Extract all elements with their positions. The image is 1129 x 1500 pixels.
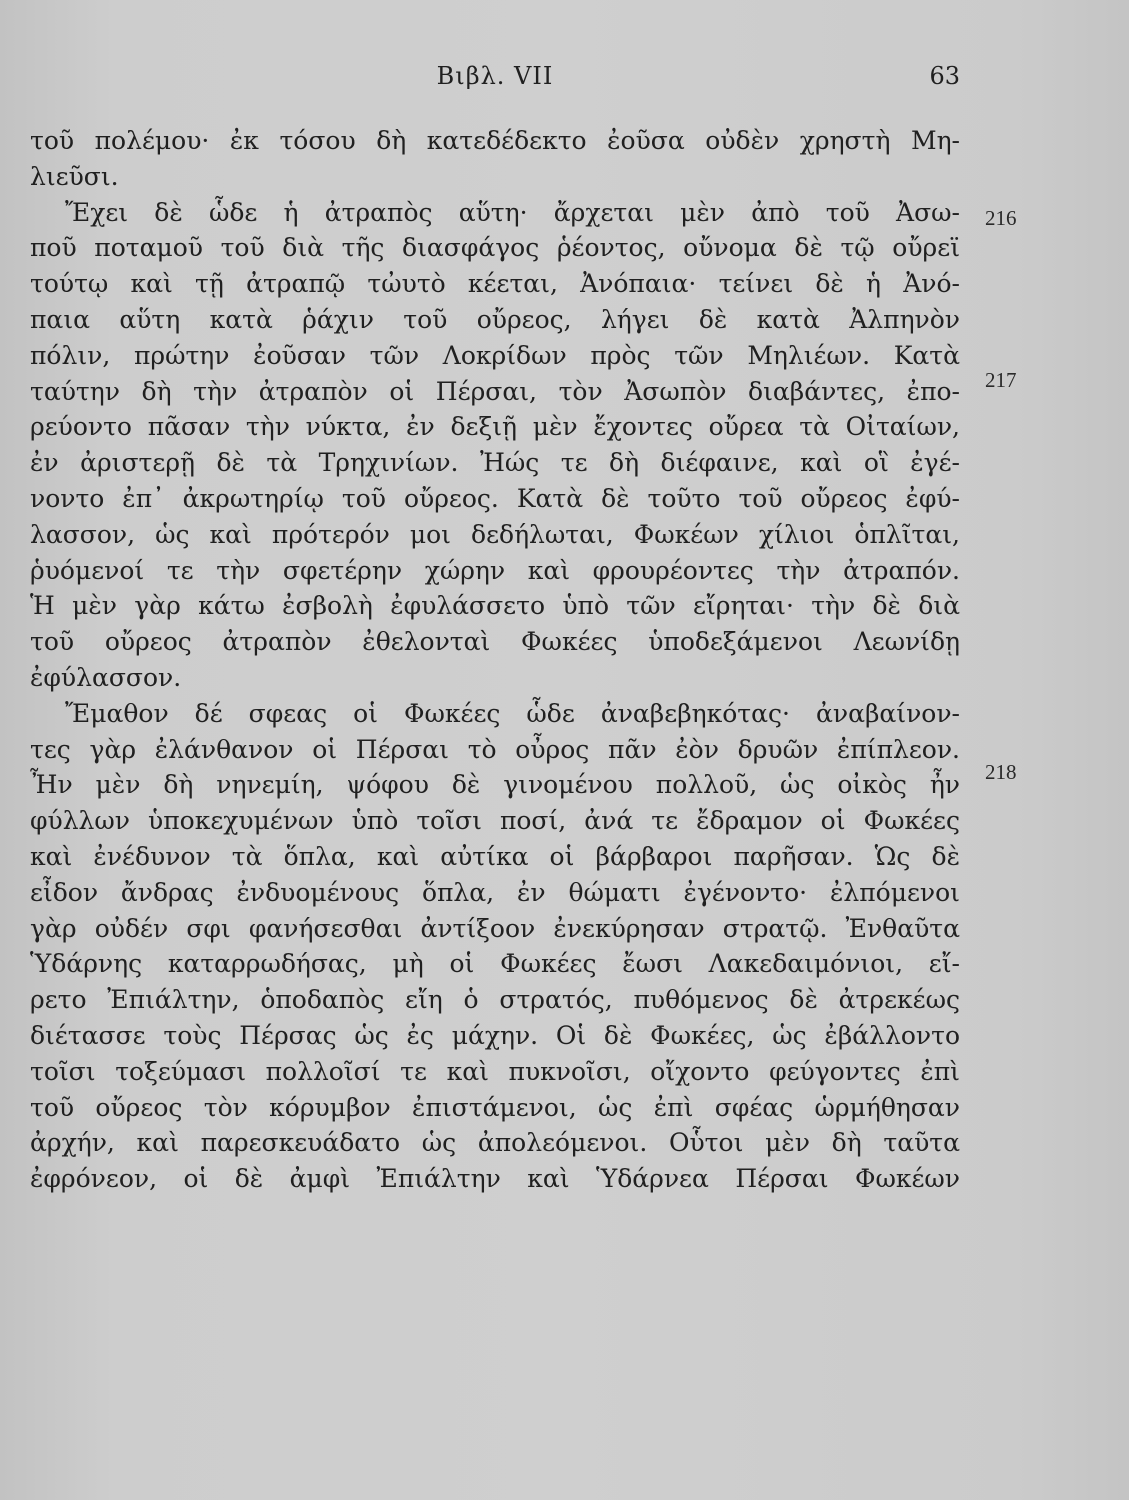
text-line: Ὑδάρνης καταρρωδήσας, μὴ οἱ Φωκέες ἔωσι Λακεδαιμόνιοι, εἴ- (30, 949, 960, 979)
text-line: ἐφύλασσον. (30, 662, 182, 692)
text-line: τες γὰρ ἐλάνθανον οἱ Πέρσαι τὸ οὖρος πᾶν ἐὸν δρυῶν ἐπίπλεον. (30, 734, 960, 764)
running-head: Βιβλ. VII (436, 62, 554, 90)
text-line: ποῦ ποταμοῦ τοῦ διὰ τῆς διασφάγος ῥέοντος, οὔνομα δὲ τῷ οὔρεϊ (30, 233, 960, 263)
text-line: ταύτην δὴ τὴν ἀτραπὸν οἱ Πέρσαι, τὸν Ἀσωπὸν διαβάντες, ἐπο- (30, 376, 960, 406)
text-line: Ἦν μὲν δὴ νηνεμίη, ψόφου δὲ γινομένου πολλοῦ, ὡς οἰκὸς ἦν (30, 770, 960, 800)
text-line: Ἔμαθον δέ σφεας οἱ Φωκέες ὧδε ἀναβεβηκότας· ἀναβαίνον- (65, 698, 960, 728)
text-line: πόλιν, πρώτην ἐοῦσαν τῶν Λοκρίδων πρὸς τῶν Μηλιέων. Κατὰ (30, 340, 960, 370)
text-line: Ἔχει δὲ ὧδε ἡ ἀτραπὸς αὕτη· ἄρχεται μὲν ἀπὸ τοῦ Ἀσω- (65, 197, 960, 227)
text-line: ρετο Ἐπιάλτην, ὁποδαπὸς εἴη ὁ στρατός, πυθόμενος δὲ ἀτρεκέως (30, 985, 960, 1015)
text-body (30, 123, 960, 1197)
text-line: διέτασσε τοὺς Πέρσας ὡς ἐς μάχην. Οἱ δὲ Φωκέες, ὡς ἐβάλλοντο (30, 1020, 960, 1050)
text-line: λασσον, ὡς καὶ πρότερόν μοι δεδήλωται, Φωκέων χίλιοι ὁπλῖται, (30, 519, 960, 549)
page-number: 63 (929, 62, 960, 90)
text-line: φύλλων ὑποκεχυμένων ὑπὸ τοῖσι ποσί, ἀνά τε ἔδραμον οἱ Φωκέες (30, 806, 960, 836)
text-line: τοῦ οὔρεος τὸν κόρυμβον ἐπιστάμενοι, ὡς ἐπὶ σφέας ὡρμήθησαν (30, 1092, 960, 1122)
text-line: ρεύοντο πᾶσαν τὴν νύκτα, ἐν δεξιῇ μὲν ἔχοντες οὔρεα τὰ Οἰταίων, (30, 412, 960, 442)
margin-section-number: 217 (985, 368, 1017, 392)
text-line: εἶδον ἄνδρας ἐνδυομένους ὅπλα, ἐν θώματι ἐγένοντο· ἐλπόμενοι (30, 877, 960, 907)
text-line: λιεῦσι. (30, 161, 119, 191)
text-line: γὰρ οὐδέν σφι φανήσεσθαι ἀντίξοον ἐνεκύρησαν στρατῷ. Ἐνθαῦτα (30, 913, 960, 943)
text-line: νοντο ἐπ᾽ ἀκρωτηρίῳ τοῦ οὔρεος. Κατὰ δὲ τοῦτο τοῦ οὔρεος ἐφύ- (30, 483, 960, 513)
text-line: ῥυόμενοί τε τὴν σφετέρην χώρην καὶ φρουρέοντες τὴν ἀτραπόν. (30, 555, 960, 585)
text-line: καὶ ἐνέδυνον τὰ ὅπλα, καὶ αὐτίκα οἱ βάρβαροι παρῆσαν. Ὡς δὲ (30, 841, 960, 871)
text-line: τοῖσι τοξεύμασι πολλοῖσί τε καὶ πυκνοῖσι, οἴχοντο φεύγοντες ἐπὶ (30, 1056, 960, 1086)
text-line: τοῦ οὔρεος ἀτραπὸν ἐθελονταὶ Φωκέες ὑποδεξάμενοι Λεωνίδῃ (30, 627, 960, 657)
text-line: τοῦ πολέμου· ἐκ τόσου δὴ κατεδέδεκτο ἐοῦσα οὐδὲν χρηστὴ Μη- (30, 126, 960, 155)
page-header (30, 62, 960, 102)
margin-section-number: 216 (985, 206, 1017, 230)
text-line: ἐν ἀριστερῇ δὲ τὰ Τρηχινίων. Ἠώς τε δὴ διέφαινε, καὶ οἳ ἐγέ- (30, 448, 960, 478)
text-line: τούτῳ καὶ τῇ ἀτραπῷ τὠυτὸ κέεται, Ἀνόπαια· τείνει δὲ ἡ Ἀνό- (30, 269, 960, 299)
text-line: Ἡ μὲν γὰρ κάτω ἐσβολὴ ἐφυλάσσετο ὑπὸ τῶν εἴρηται· τὴν δὲ διὰ (30, 591, 960, 621)
text-line: ἐφρόνεον, οἱ δὲ ἀμφὶ Ἐπιάλτην καὶ Ὑδάρνεα Πέρσαι Φωκέων (30, 1164, 960, 1194)
margin-section-number: 218 (985, 760, 1017, 784)
text-line: ἀρχήν, καὶ παρεσκευάδατο ὡς ἀπολεόμενοι. Οὗτοι μὲν δὴ ταῦτα (30, 1128, 960, 1158)
text-line: παια αὕτη κατὰ ῥάχιν τοῦ οὔρεος, λήγει δὲ κατὰ Ἀλπηνὸν (30, 304, 960, 334)
